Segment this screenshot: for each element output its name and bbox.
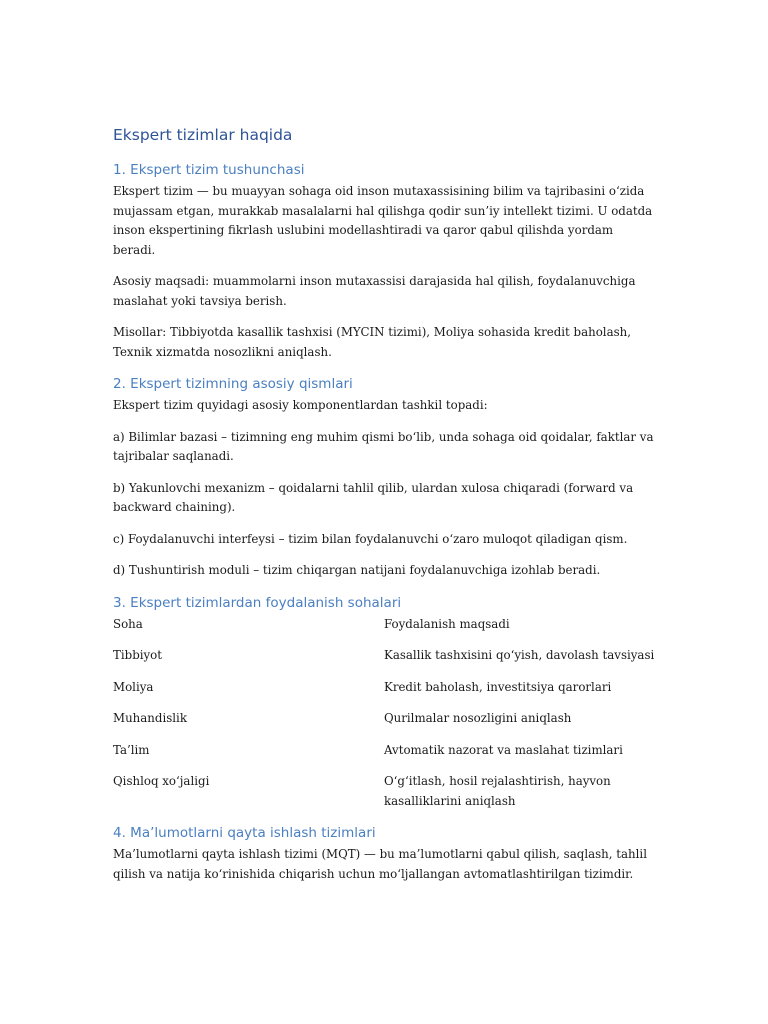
section-heading: 4. Ma’lumotlarni qayta ishlash tizimlari <box>113 825 376 841</box>
table-cell: Qurilmalar nosozligini aniqlash <box>384 711 572 725</box>
paragraph: d) Tushuntirish moduli – tizim chiqargan natijani foydalanuvchiga izohlab beradi. <box>113 563 601 577</box>
paragraph: a) Bilimlar bazasi – tizimning eng muhim qismi bo‘lib, unda sohaga oid qoidalar, faktlar va tajribalar saqlanadi. <box>113 429 654 463</box>
paragraph: Misollar: Tibbiyotda kasallik tashxisi (MYCIN tizimi), Moliya sohasida kredit baholash, Texnik xizmatda nosozlikni aniqlash. <box>113 325 632 359</box>
paragraph: Ekspert tizim quyidagi asosiy komponentlardan tashkil topadi: <box>113 398 488 412</box>
section-4 <box>113 823 658 884</box>
section-heading: 1. Ekspert tizim tushunchasi <box>113 162 305 178</box>
document-content <box>113 124 658 896</box>
table-header-cell: Foydalanish maqsadi <box>384 616 510 631</box>
section-3 <box>113 593 658 824</box>
table-cell: Moliya <box>113 679 154 694</box>
section-heading: 2. Ekspert tizimning asosiy qismlari <box>113 376 353 392</box>
paragraph: b) Yakunlovchi mexanizm – qoidalarni tahlil qilib, ulardan xulosa chiqaradi (forward va backward chaining). <box>113 480 634 514</box>
paragraph: Ekspert tizim — bu muayyan sohaga oid inson mutaxassisining bilim va tajribasini o‘zida mujassam etgan, murakkab masalalarni hal qilishga qodir sun’iy intellekt tizimi. U odatda inson ekspertining fikrlash uslubini modellashtiradi va qaror qabul qilishda yordam beradi. <box>113 184 653 257</box>
table-header-cell: Soha <box>113 616 143 631</box>
section-heading: 3. Ekspert tizimlardan foydalanish sohalari <box>113 594 402 611</box>
table-cell: O‘g‘itlash, hosil rejalashtirish, hayvon kasalliklarini aniqlash <box>384 774 611 808</box>
table-cell: Avtomatik nazorat va maslahat tizimlari <box>384 742 623 757</box>
paragraph: c) Foydalanuvchi interfeysi – tizim bilan foydalanuvchi o‘zaro muloqot qiladigan qism. <box>113 531 628 546</box>
table-cell: Ta’lim <box>113 742 150 757</box>
usage-table <box>113 615 658 824</box>
paragraph: Ma’lumotlarni qayta ishlash tizimi (MQT) — bu ma’lumotlarni qabul qilish, saqlash, tahlil qilish va natija ko‘rinishida chiqarish uchun mo‘ljallangan avtomatlashtirilgan tizimdir. <box>113 847 647 881</box>
table-cell: Kredit baholash, investitsiya qarorlari <box>384 679 612 694</box>
section-2 <box>113 374 658 581</box>
table-cell: Qishloq xo‘jaligi <box>113 774 210 788</box>
paragraph: Asosiy maqsadi: muammolarni inson mutaxassisi darajasida hal qilish, foydalanuvchiga maslahat yoki tavsiya berish. <box>113 274 636 308</box>
table-cell: Kasallik tashxisini qo‘yish, davolash tavsiyasi <box>384 648 655 662</box>
document-title: Ekspert tizimlar haqida <box>113 126 293 144</box>
section-1 <box>113 160 658 362</box>
table-cell: Tibbiyot <box>113 648 163 662</box>
table-cell: Muhandislik <box>113 711 187 725</box>
